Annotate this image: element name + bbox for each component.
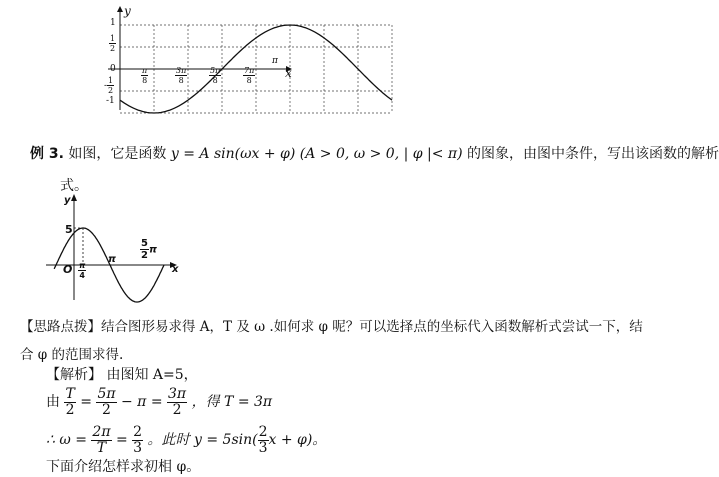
- graph-2-xtick-pi-4: $\frac{\pi}{4}$: [79, 261, 86, 280]
- example-text-a: 如图，它是函数: [68, 146, 167, 162]
- example-line-2: 式。: [60, 178, 88, 194]
- graph-2-end-label: $\frac{5}{2}$ π: [141, 238, 157, 261]
- hint-line-2: 合 φ 的范围求得.: [20, 347, 124, 363]
- solution-line-1: 【解析】 由图知 A=5，: [46, 367, 198, 383]
- graph-2-xtick-pi: π: [108, 254, 116, 265]
- graph-1-ytick-half: $\frac{1}{2}$: [110, 34, 116, 53]
- graph-1-x-label: x: [285, 66, 292, 80]
- graph-2-x-label: x: [172, 264, 179, 275]
- graph-1-origin: 0: [110, 64, 116, 74]
- graph-1-xtick-pi: π: [272, 56, 278, 66]
- graph-2-y-arrow: [71, 194, 77, 201]
- solution-line-3: ∴ ω = $\frac{2\pi}{T}$ = $\frac{2}{3}$ 。此时 y = 5sin( $\frac{2}{3}$ x + φ)。: [46, 423, 327, 456]
- graph-2-amplitude: 5: [65, 223, 73, 236]
- graph-2-y-label: y: [64, 195, 71, 206]
- graph-1-xtick-3pi-8: $\frac{3\pi}{8}$: [176, 66, 187, 85]
- graph-1-ytick-neg-1: -1: [106, 96, 115, 106]
- example-line-1: [30, 145, 719, 163]
- graph-1-xtick-5pi-8: $\frac{5\pi}{8}$: [210, 66, 221, 85]
- solution-last-line: 下面介绍怎样求初相 φ。: [46, 459, 201, 475]
- example-label: 例 3.: [30, 146, 64, 162]
- graph-1-xtick-7pi-8: $\frac{7\pi}{8}$: [244, 66, 255, 85]
- solution-label: 【解析】: [46, 367, 102, 383]
- graph-1-y-arrow: [117, 6, 123, 12]
- graph-1-xtick-pi-8: $\frac{\pi}{8}$: [142, 66, 148, 85]
- graph-1-ytick-1: 1: [110, 18, 116, 28]
- graph-1-ytick-neg-half: - $\frac{1}{2}$: [104, 76, 114, 95]
- graph-2: [40, 192, 190, 304]
- graph-1: [100, 4, 300, 116]
- example-text-b: 的图象，由图中条件，写出该函数的解析: [467, 146, 719, 162]
- hint-line-1: 【思路点拨】结合图形易求得 A，T 及 ω .如何求 φ 呢？可以选择点的坐标代入函数解析式尝试一下，结: [20, 319, 643, 335]
- solution-line-2: 由 $\frac{T}{2}$ = $\frac{5\pi}{2}$ − π = $\frac{3\pi}{2}$ ，得 T = 3π: [46, 385, 273, 418]
- graph-2-origin: O: [63, 263, 73, 276]
- example-formula: y = A sin(ωx + φ) (A > 0, ω > 0, | φ |< π): [170, 146, 463, 162]
- graph-1-y-label: y: [124, 4, 131, 18]
